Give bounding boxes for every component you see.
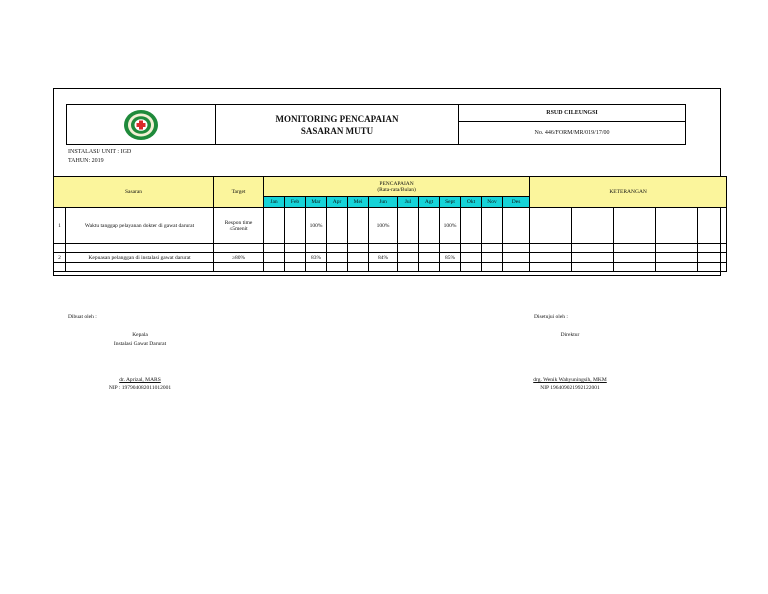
header-pencapaian-title: PENCAPAIAN [379, 180, 414, 187]
made-by-label: Dibuat oleh : [68, 314, 97, 320]
keterangan-cell [614, 208, 656, 244]
keterangan-cell [530, 208, 572, 244]
made-by-role-2: Instalasi Gawat Darurat [113, 341, 167, 347]
row-value-jan [264, 208, 285, 244]
row-value-agt [419, 253, 440, 263]
row-value-des [503, 208, 530, 244]
unit-label: INSTALASI/ UNIT : IGD [68, 149, 132, 155]
row-value-okt [461, 208, 482, 244]
row-value-nov [482, 208, 503, 244]
made-by-nip: NIP : 197904082011012001 [108, 385, 172, 391]
month-header: Des [503, 197, 530, 208]
approved-by-label: Disetujui oleh : [534, 314, 568, 320]
row-value-jun: 84% [369, 253, 398, 263]
approved-by-role: Direktur [560, 332, 580, 338]
keterangan-cell [530, 253, 572, 263]
month-header: Sept [440, 197, 461, 208]
year-label: TAHUN: 2019 [68, 158, 104, 164]
title-line-2: SASARAN MUTU [300, 125, 374, 136]
header-pencapaian-sub: (Rata-rata/Bulan) [377, 186, 416, 193]
keterangan-cell [656, 208, 698, 244]
document-title [216, 105, 459, 144]
month-header: Jun [369, 197, 398, 208]
title-line-1: MONITORING PENCAPAIAN [275, 113, 399, 124]
row-value-apr [327, 208, 348, 244]
header-target: Target [214, 177, 264, 208]
made-by-name: dr. Aprizal, MARS [119, 377, 161, 383]
achievement-table [53, 176, 727, 272]
month-header: Agt [419, 197, 440, 208]
hospital-logo-icon [123, 109, 159, 141]
row-value-sept: 100% [440, 208, 461, 244]
approved-by-name: drg. Wenik Wahyuningsih, MKM [533, 377, 607, 383]
keterangan-cell [614, 253, 656, 263]
row-value-jun: 100% [369, 208, 398, 244]
month-header: Jul [398, 197, 419, 208]
row-value-agt [419, 208, 440, 244]
row-value-mei [348, 208, 369, 244]
keterangan-cell [698, 208, 727, 244]
row-number: 1 [54, 208, 66, 244]
header-sasaran: Sasaran [54, 177, 214, 208]
row-value-jul [398, 208, 419, 244]
keterangan-cell [656, 253, 698, 263]
keterangan-cell [572, 208, 614, 244]
table-row-spacer [54, 244, 727, 253]
row-value-nov [482, 253, 503, 263]
form-number: No. 446/FORM/MR/019/17/00 [534, 130, 610, 136]
row-value-mei [348, 253, 369, 263]
month-header: Mei [348, 197, 369, 208]
row-sasaran: Waktu tanggap pelayanan dokter di gawat darurat [66, 208, 214, 244]
row-number: 2 [54, 253, 66, 263]
row-value-feb [285, 208, 306, 244]
made-by-role-1: Kepala [132, 332, 148, 338]
org-cell [459, 105, 685, 144]
row-value-des [503, 253, 530, 263]
row-value-feb [285, 253, 306, 263]
approved-by-nip: NIP 196409021992122001 [540, 385, 600, 391]
row-target: ≥80% [214, 253, 264, 263]
table-row-spacer [54, 263, 727, 272]
month-header: Okt [461, 197, 482, 208]
row-target-line-2: ≤5menit [229, 225, 248, 232]
row-value-mar: 100% [306, 208, 327, 244]
month-header: Jan [264, 197, 285, 208]
row-value-okt [461, 253, 482, 263]
row-target-line-1: Respon time [224, 219, 253, 226]
month-header: Nov [482, 197, 503, 208]
table-row [54, 253, 727, 263]
row-value-sept: 85% [440, 253, 461, 263]
row-value-jan [264, 253, 285, 263]
keterangan-cell [698, 253, 727, 263]
row-sasaran: Kepuasan pelanggan di instalasi gawat darurat [66, 253, 214, 263]
row-value-jul [398, 253, 419, 263]
table-row [54, 208, 727, 244]
row-target [214, 208, 264, 244]
month-header: Apr [327, 197, 348, 208]
logo-cell [67, 105, 216, 144]
header-pencapaian [264, 177, 530, 197]
header-keterangan: KETERANGAN [530, 177, 727, 208]
row-value-apr [327, 253, 348, 263]
org-name: RSUD CILEUNGSI [459, 105, 685, 122]
row-value-mar: 83% [306, 253, 327, 263]
document-header [66, 104, 686, 145]
keterangan-cell [572, 253, 614, 263]
month-header: Feb [285, 197, 306, 208]
month-header: Mar [306, 197, 327, 208]
